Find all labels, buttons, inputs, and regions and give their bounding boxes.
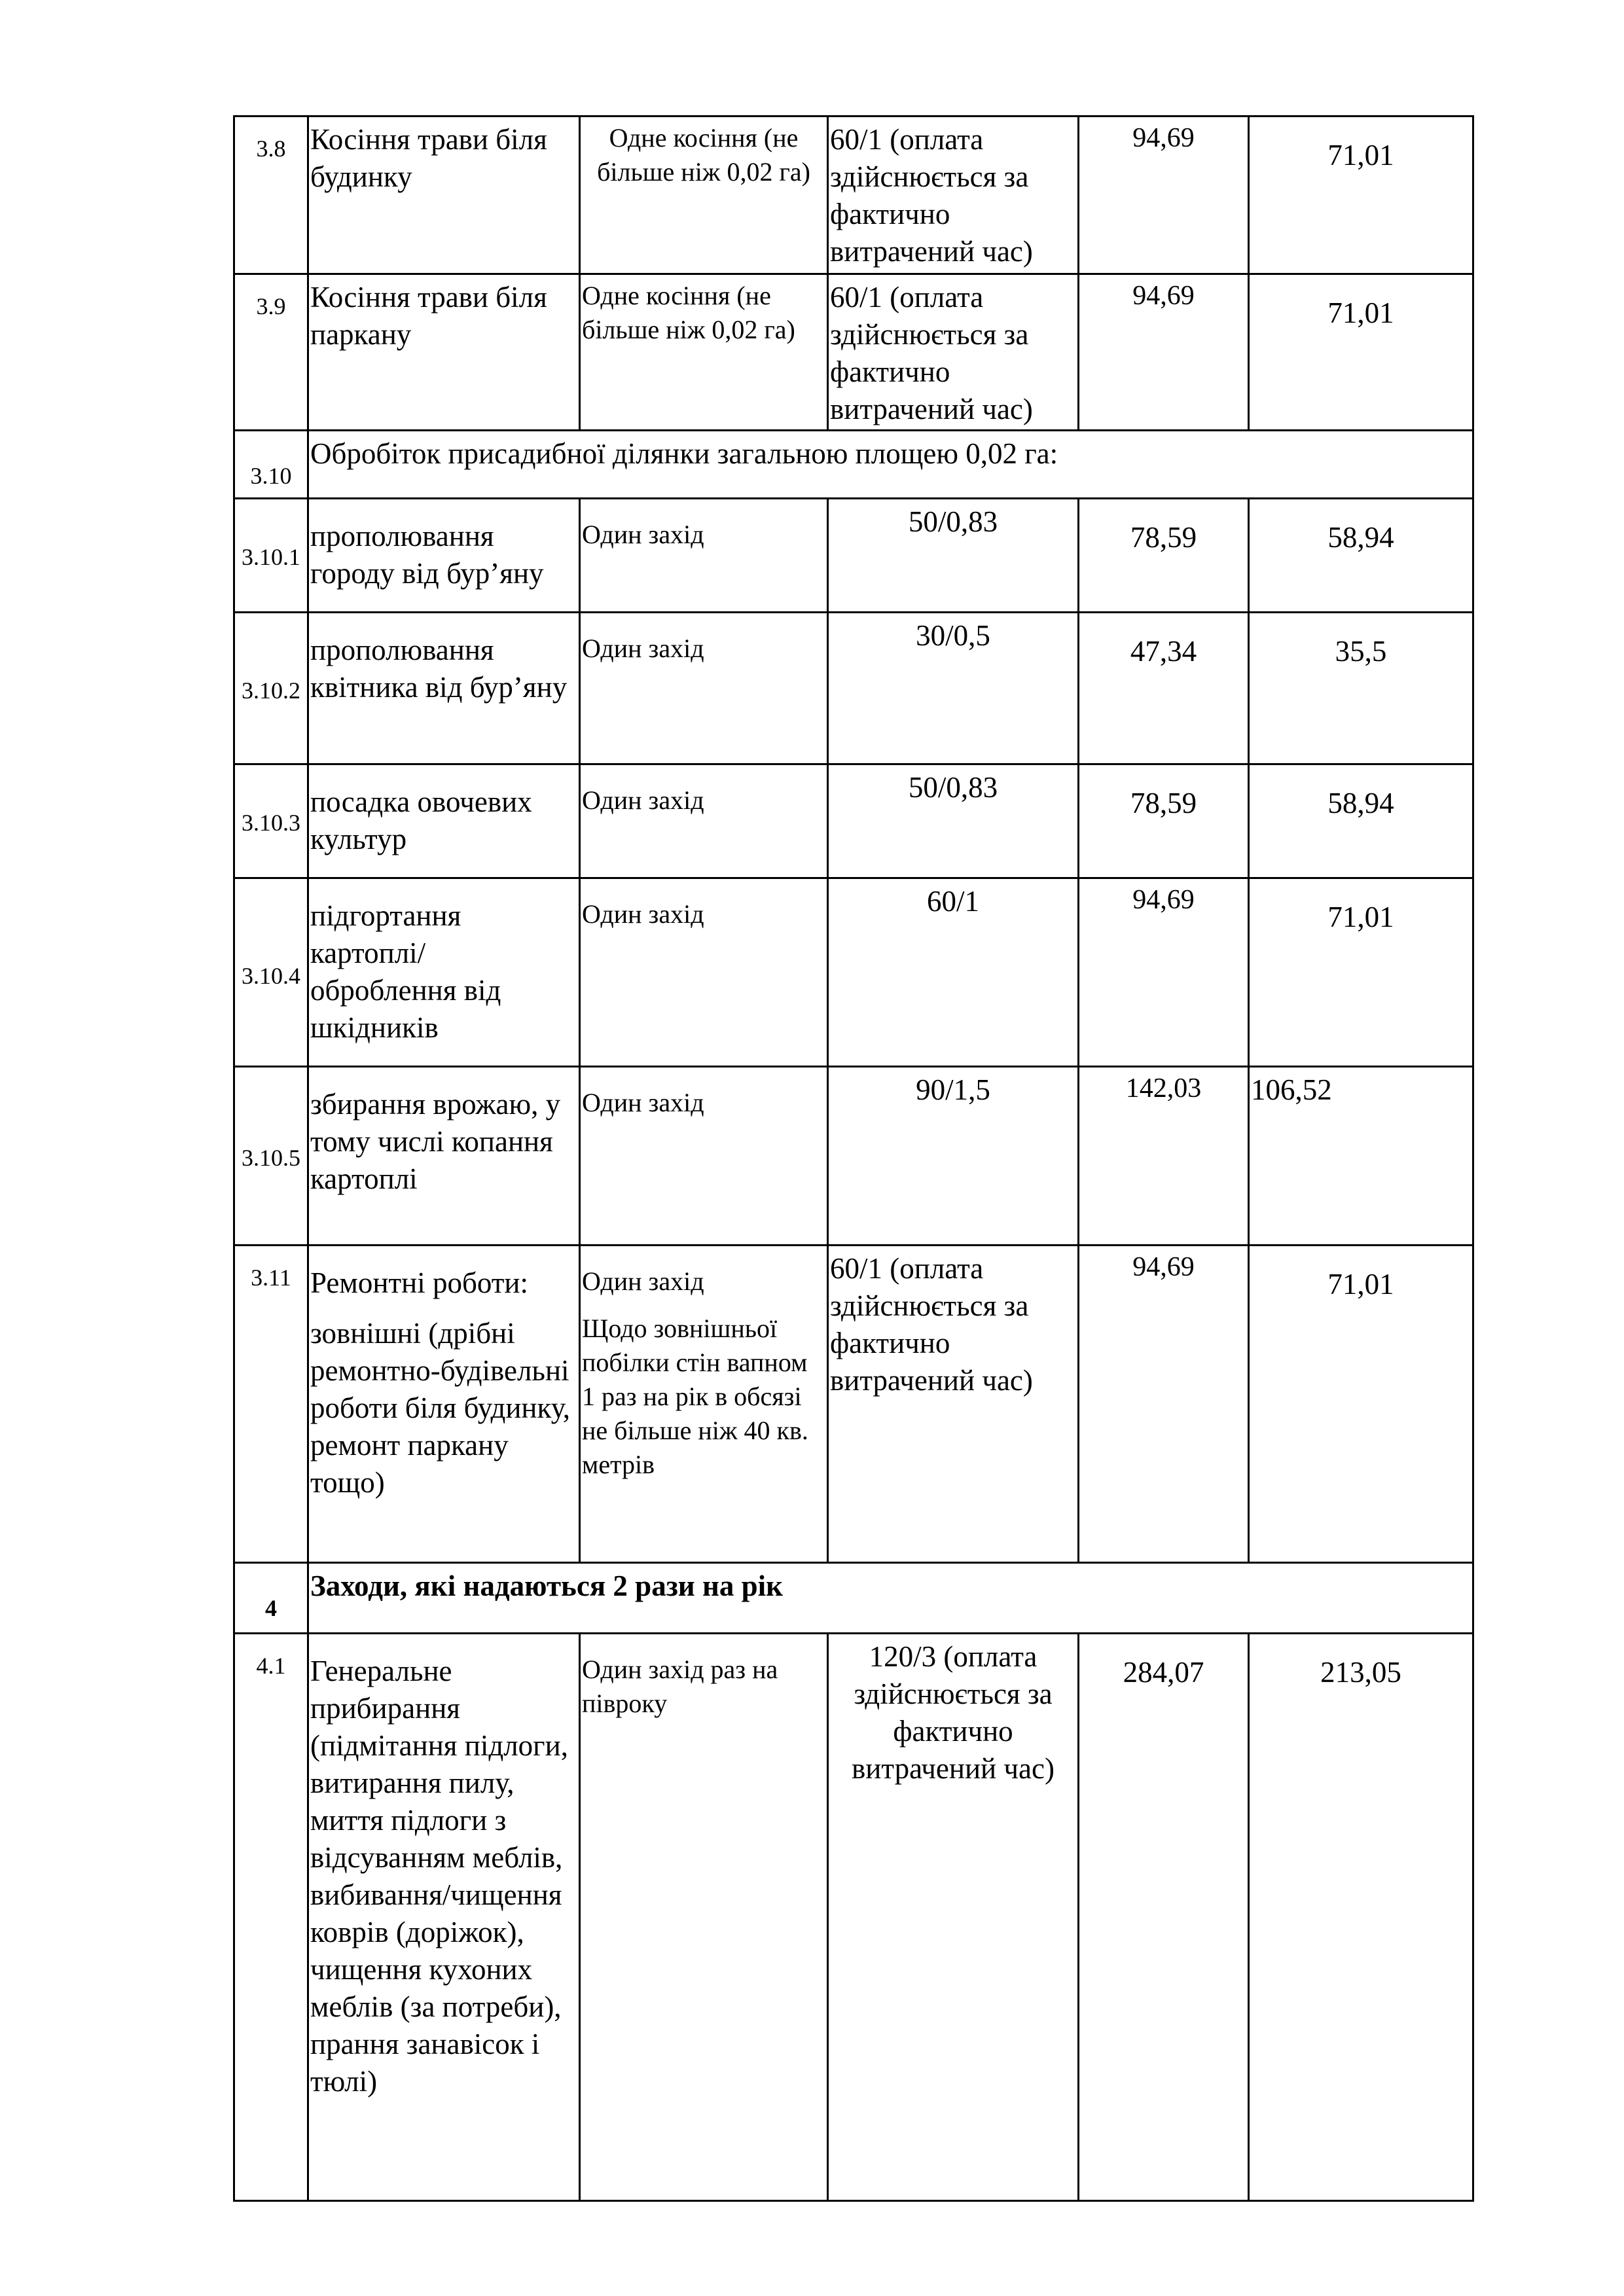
table-row — [234, 1246, 1473, 1563]
row-number: 3.11 — [234, 1246, 308, 1563]
service-time: 50/0,83 — [828, 499, 1079, 613]
row-number: 3.10.2 — [234, 613, 308, 764]
service-name: збирання врожаю, у тому числі копання картоплі — [308, 1067, 580, 1246]
service-time: 90/1,5 — [828, 1067, 1079, 1246]
service-name-detail: зовнішні (дрібні ремонтно-будівельні роботи біля будинку, ремонт паркану тощо) — [310, 1317, 570, 1499]
table-row — [234, 613, 1473, 764]
price-1: 94,69 — [1079, 878, 1249, 1067]
service-name: прополювання квітника від бур’яну — [308, 613, 580, 764]
services-tariff-table — [233, 115, 1474, 2202]
service-frequency: Один захід раз на півроку — [580, 1634, 828, 2201]
table-row — [234, 878, 1473, 1067]
row-number: 3.8 — [234, 117, 308, 274]
price-2: 71,01 — [1249, 274, 1473, 431]
service-time: 60/1 (оплата здійснюється за фактично витрачений час) — [828, 274, 1079, 431]
table-row — [234, 764, 1473, 878]
service-time: 120/3 (оплата здійснюється за фактично витрачений час) — [828, 1634, 1079, 2201]
service-frequency: Один захід — [580, 613, 828, 764]
service-frequency: Один захід — [580, 1067, 828, 1246]
service-name: підгортання картоплі/ оброблення від шкідників — [308, 878, 580, 1067]
price-1: 284,07 — [1079, 1634, 1249, 2201]
service-time: 60/1 — [828, 878, 1079, 1067]
table-row — [234, 1634, 1473, 2201]
table-row — [234, 117, 1473, 274]
service-name: Генеральне прибирання (підмітання підлоги, витирання пилу, миття підлоги з відсуванням меблів, вибивання/чищення коврів (доріжок), чищення кухоних меблів (за потреби), прання занавісок і тюлі) — [308, 1634, 580, 2201]
row-number: 4 — [234, 1563, 308, 1634]
row-number: 3.10 — [234, 431, 308, 499]
row-number: 3.10.3 — [234, 764, 308, 878]
price-1: 94,69 — [1079, 274, 1249, 431]
price-1: 78,59 — [1079, 499, 1249, 613]
price-1: 94,69 — [1079, 117, 1249, 274]
service-time: 30/0,5 — [828, 613, 1079, 764]
price-2: 58,94 — [1249, 499, 1473, 613]
price-1: 94,69 — [1079, 1246, 1249, 1563]
service-frequency: Одне косіння (не більше ніж 0,02 га) — [580, 117, 828, 274]
frequency-note: Щодо зовнішньої побілки стін вапном 1 раз на рік в обсязі не більше ніж 40 кв. метрів — [582, 1314, 808, 1479]
service-name: Косіння трави біля будинку — [308, 117, 580, 274]
table-row — [234, 499, 1473, 613]
service-frequency — [580, 1246, 828, 1563]
row-number: 3.10.4 — [234, 878, 308, 1067]
service-name: Косіння трави біля паркану — [308, 274, 580, 431]
row-number: 3.9 — [234, 274, 308, 431]
section-title: Обробіток присадибної ділянки загальною площею 0,02 га: — [308, 431, 1473, 499]
section-title: Заходи, які надаються 2 рази на рік — [308, 1563, 1473, 1634]
price-2: 58,94 — [1249, 764, 1473, 878]
price-2: 71,01 — [1249, 878, 1473, 1067]
service-time: 50/0,83 — [828, 764, 1079, 878]
row-number: 3.10.5 — [234, 1067, 308, 1246]
service-frequency: Один захід — [580, 499, 828, 613]
row-number: 3.10.1 — [234, 499, 308, 613]
service-time: 60/1 (оплата здійснюється за фактично витрачений час) — [828, 1246, 1079, 1563]
service-frequency: Один захід — [580, 878, 828, 1067]
service-time: 60/1 (оплата здійснюється за фактично витрачений час) — [828, 117, 1079, 274]
service-name: прополювання городу від бур’яну — [308, 499, 580, 613]
frequency-main: Один захід — [582, 1266, 704, 1296]
price-1: 47,34 — [1079, 613, 1249, 764]
price-2: 106,52 — [1249, 1067, 1473, 1246]
service-name-title: Ремонтні роботи: — [310, 1266, 529, 1299]
service-name — [308, 1246, 580, 1563]
service-frequency: Одне косіння (не більше ніж 0,02 га) — [580, 274, 828, 431]
price-2: 213,05 — [1249, 1634, 1473, 2201]
table-row — [234, 274, 1473, 431]
service-name: посадка овочевих культур — [308, 764, 580, 878]
price-2: 71,01 — [1249, 117, 1473, 274]
price-2: 35,5 — [1249, 613, 1473, 764]
price-1: 142,03 — [1079, 1067, 1249, 1246]
price-1: 78,59 — [1079, 764, 1249, 878]
row-number: 4.1 — [234, 1634, 308, 2201]
section-row — [234, 431, 1473, 499]
section-row — [234, 1563, 1473, 1634]
table-row — [234, 1067, 1473, 1246]
price-2: 71,01 — [1249, 1246, 1473, 1563]
service-frequency: Один захід — [580, 764, 828, 878]
